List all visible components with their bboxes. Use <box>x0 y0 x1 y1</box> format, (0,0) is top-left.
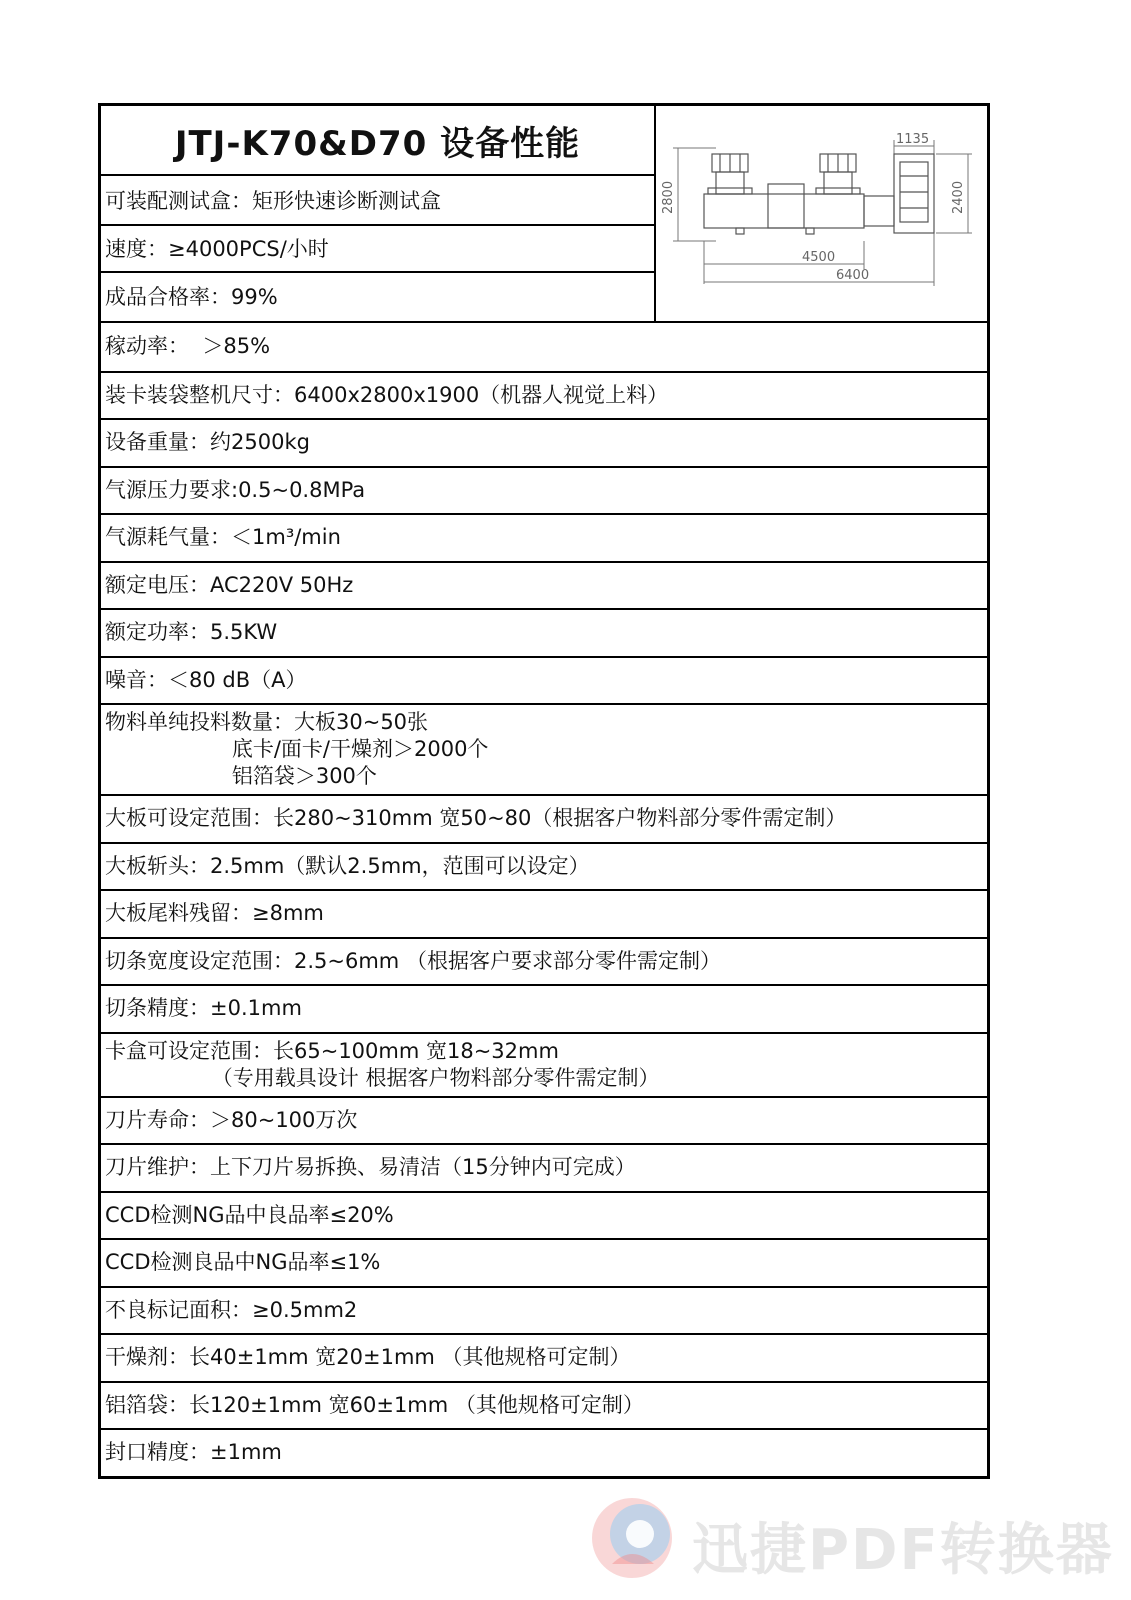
machine-base <box>704 194 864 228</box>
spec-row-line: 切条精度：±0.1mm <box>105 996 302 1021</box>
spec-row-line: 底卡/面卡/干燥剂＞2000个 <box>105 737 489 761</box>
spec-row <box>101 842 987 890</box>
machine-layout-diagram <box>656 106 987 321</box>
spec-header <box>101 106 987 323</box>
spec-row-line: CCD检测良品中NG品率≤1% <box>105 1250 381 1275</box>
spec-row-line: 铝箔袋：长120±1mm 宽60±1mm （其他规格可定制） <box>105 1392 644 1417</box>
spec-row <box>101 371 987 419</box>
spec-row-line: 额定电压：AC220V 50Hz <box>105 572 354 597</box>
watermark <box>588 1494 1114 1583</box>
spec-row <box>101 513 987 561</box>
spec-row <box>101 937 987 985</box>
watermark-text: 迅捷PDF转换器 <box>692 1518 1114 1583</box>
spec-row-line: 干燥剂：长40±1mm 宽20±1mm （其他规格可定制） <box>105 1345 631 1370</box>
page-title: JTJ-K70&D70 设备性能 <box>101 106 654 176</box>
dim-label-6400: 6400 <box>836 268 870 283</box>
spec-row <box>101 889 987 937</box>
spec-row-line: 气源压力要求:0.5~0.8MPa <box>105 477 366 502</box>
spec-row-line: 刀片维护：上下刀片易拆换、易清洁（15分钟内可完成） <box>105 1155 636 1180</box>
spec-row <box>101 561 987 609</box>
spec-row-line: CCD检测NG品中良品率≤20% <box>105 1202 394 1227</box>
spec-row <box>101 1143 987 1191</box>
spec-row <box>101 1032 987 1096</box>
spec-row <box>101 1286 987 1334</box>
machine-drawing <box>656 106 986 317</box>
spec-row-line: 稼动率： ＞85% <box>105 334 271 359</box>
spec-row <box>101 323 987 371</box>
spec-row-line: 不良标记面积：≥0.5mm2 <box>105 1297 358 1322</box>
spec-row-line: 大板可设定范围：长280~310mm 宽50~80（根据客户物料部分零件需定制） <box>105 806 847 831</box>
spec-row-line: 封口精度：±1mm <box>105 1440 282 1465</box>
spec-row-line: 装卡装袋整机尺寸：6400x2800x1900（机器人视觉上料） <box>105 382 669 407</box>
dim-label-2800: 2800 <box>661 180 676 214</box>
spec-row <box>101 418 987 466</box>
spec-row-line: 刀片寿命：＞80~100万次 <box>105 1107 358 1132</box>
spec-row <box>101 1238 987 1286</box>
spec-row-test-box: 可装配测试盒：矩形快速诊断测试盒 <box>105 188 441 213</box>
spec-row-line: 物料单纯投料数量：大板30~50张 <box>105 710 429 734</box>
spec-row <box>101 984 987 1032</box>
center-module <box>768 184 804 228</box>
spec-row-speed: 速度：≥4000PCS/小时 <box>101 224 654 272</box>
dim-label-2400: 2400 <box>951 180 966 214</box>
spec-row-line: 切条宽度设定范围：2.5~6mm （根据客户要求部分零件需定制） <box>105 948 721 973</box>
spec-row-line: 卡盒可设定范围：长65~100mm 宽18~32mm <box>105 1038 559 1063</box>
spec-sheet <box>98 103 990 1479</box>
dim-label-4500: 4500 <box>802 250 836 265</box>
spec-row-yield: 成品合格率：99% <box>101 271 654 319</box>
converter-logo-icon <box>588 1494 688 1582</box>
spec-header-left <box>101 106 656 321</box>
spec-row-line: 噪音：＜80 dB（A） <box>105 667 307 692</box>
spec-row <box>101 1428 987 1476</box>
spec-row-line: 大板斩头：2.5mm（默认2.5mm，范围可以设定） <box>105 853 590 878</box>
spec-row-line: 气源耗气量：＜1m³/min <box>105 525 341 550</box>
spec-row-line: （专用载具设计 根据客户物料部分零件需定制） <box>105 1065 660 1090</box>
spec-row <box>101 1191 987 1239</box>
spec-row <box>101 656 987 704</box>
spec-row <box>101 1381 987 1429</box>
spec-row-line: 设备重量：约2500kg <box>105 430 310 455</box>
spec-rows <box>101 323 987 1476</box>
spec-row <box>101 608 987 656</box>
spec-row <box>101 1096 987 1144</box>
spec-row-line: 额定功率：5.5KW <box>105 620 278 645</box>
spec-row <box>101 1333 987 1381</box>
spec-row-line: 大板尾料残留：≥8mm <box>105 901 324 926</box>
spec-row <box>101 466 987 514</box>
dim-label-1135: 1135 <box>896 132 930 147</box>
spec-row <box>101 703 987 794</box>
spec-row-line: 铝箔袋＞300个 <box>105 764 377 788</box>
spec-row <box>101 794 987 842</box>
